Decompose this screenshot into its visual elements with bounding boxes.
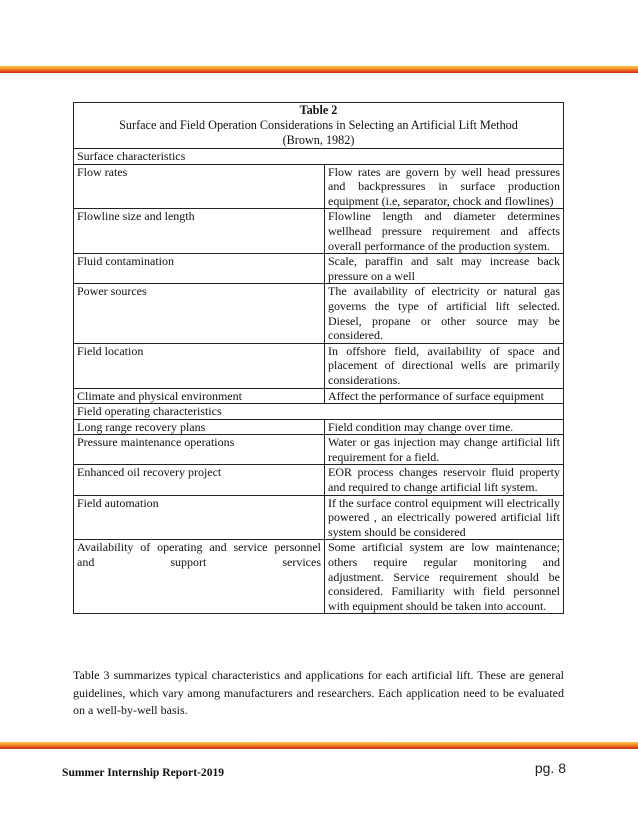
table-row xyxy=(74,254,564,284)
factor-cell: Flowline size and length xyxy=(74,209,325,254)
factor-cell: Pressure maintenance operations xyxy=(74,435,325,465)
description-cell: In offshore field, availability of space and placement of directional wells are primarily considerations. xyxy=(325,343,564,388)
description-cell: Scale, paraffin and salt may increase back pressure on a well xyxy=(325,254,564,284)
factor-cell: Enhanced oil recovery project xyxy=(74,465,325,495)
footer-color-band xyxy=(0,742,638,749)
section-row-field xyxy=(74,404,564,420)
header-color-band xyxy=(0,66,638,73)
description-cell: If the surface control equipment will electrically powered , an electrically powered artificial lift system should be considered xyxy=(325,495,564,540)
table-row xyxy=(74,388,564,404)
description-cell: Affect the performance of surface equipment xyxy=(325,388,564,404)
table-row xyxy=(74,419,564,435)
description-cell: Flowline length and diameter determines wellhead pressure requirement and affects overall performance of the production system. xyxy=(325,209,564,254)
table-row xyxy=(74,495,564,540)
description-cell: The availability of electricity or natural gas governs the type of artificial lift selected. Diesel, propane or other source may be considered. xyxy=(325,284,564,343)
table-row xyxy=(74,435,564,465)
body-paragraph: Table 3 summarizes typical characteristics and applications for each artificial lift. These are general guidelines, which vary among manufacturers and researchers. Each application need to be evaluated on a well-by-well basis. xyxy=(73,668,564,717)
factor-cell: Long range recovery plans xyxy=(74,419,325,435)
description-cell: Some artificial system are low maintenance; others require regular monitoring and adjustment. Service requirement should be considered. Familiarity with field personnel with equipment should be taken into account. xyxy=(325,540,564,614)
factor-cell: Flow rates xyxy=(74,164,325,209)
table-row xyxy=(74,209,564,254)
description-cell: Water or gas injection may change artificial lift requirement for a field. xyxy=(325,435,564,465)
factor-cell: Field location xyxy=(74,343,325,388)
description-cell: Field condition may change over time. xyxy=(325,419,564,435)
description-cell: Flow rates are govern by well head pressures and backpressures in surface production equipment (i.e, separator, chock and flowlines) xyxy=(325,164,564,209)
factor-cell: Fluid contamination xyxy=(74,254,325,284)
section-heading-surface: Surface characteristics xyxy=(74,149,564,165)
footer-report-title: Summer Internship Report-2019 xyxy=(62,766,225,779)
table-row xyxy=(74,284,564,343)
table-title-row xyxy=(74,103,564,149)
table-row xyxy=(74,164,564,209)
table-row xyxy=(74,343,564,388)
section-heading-field: Field operating characteristics xyxy=(74,404,564,420)
description-cell: EOR process changes reservoir fluid property and required to change artificial lift system. xyxy=(325,465,564,495)
section-row-surface xyxy=(74,149,564,165)
table-row xyxy=(74,465,564,495)
table-title: Table 2 xyxy=(299,103,338,117)
table-citation: (Brown, 1982) xyxy=(282,133,355,147)
lift-considerations-table xyxy=(73,102,564,614)
table-subtitle: Surface and Field Operation Considerations in Selecting an Artificial Lift Method xyxy=(119,118,518,132)
table-row xyxy=(74,540,564,614)
factor-cell: Availability of operating and service personnel and support services xyxy=(74,540,325,614)
factor-cell: Power sources xyxy=(74,284,325,343)
page-number: pg. 8 xyxy=(534,760,566,776)
table-caption xyxy=(74,103,564,149)
factor-cell: Climate and physical environment xyxy=(74,388,325,404)
factor-cell: Field automation xyxy=(74,495,325,540)
